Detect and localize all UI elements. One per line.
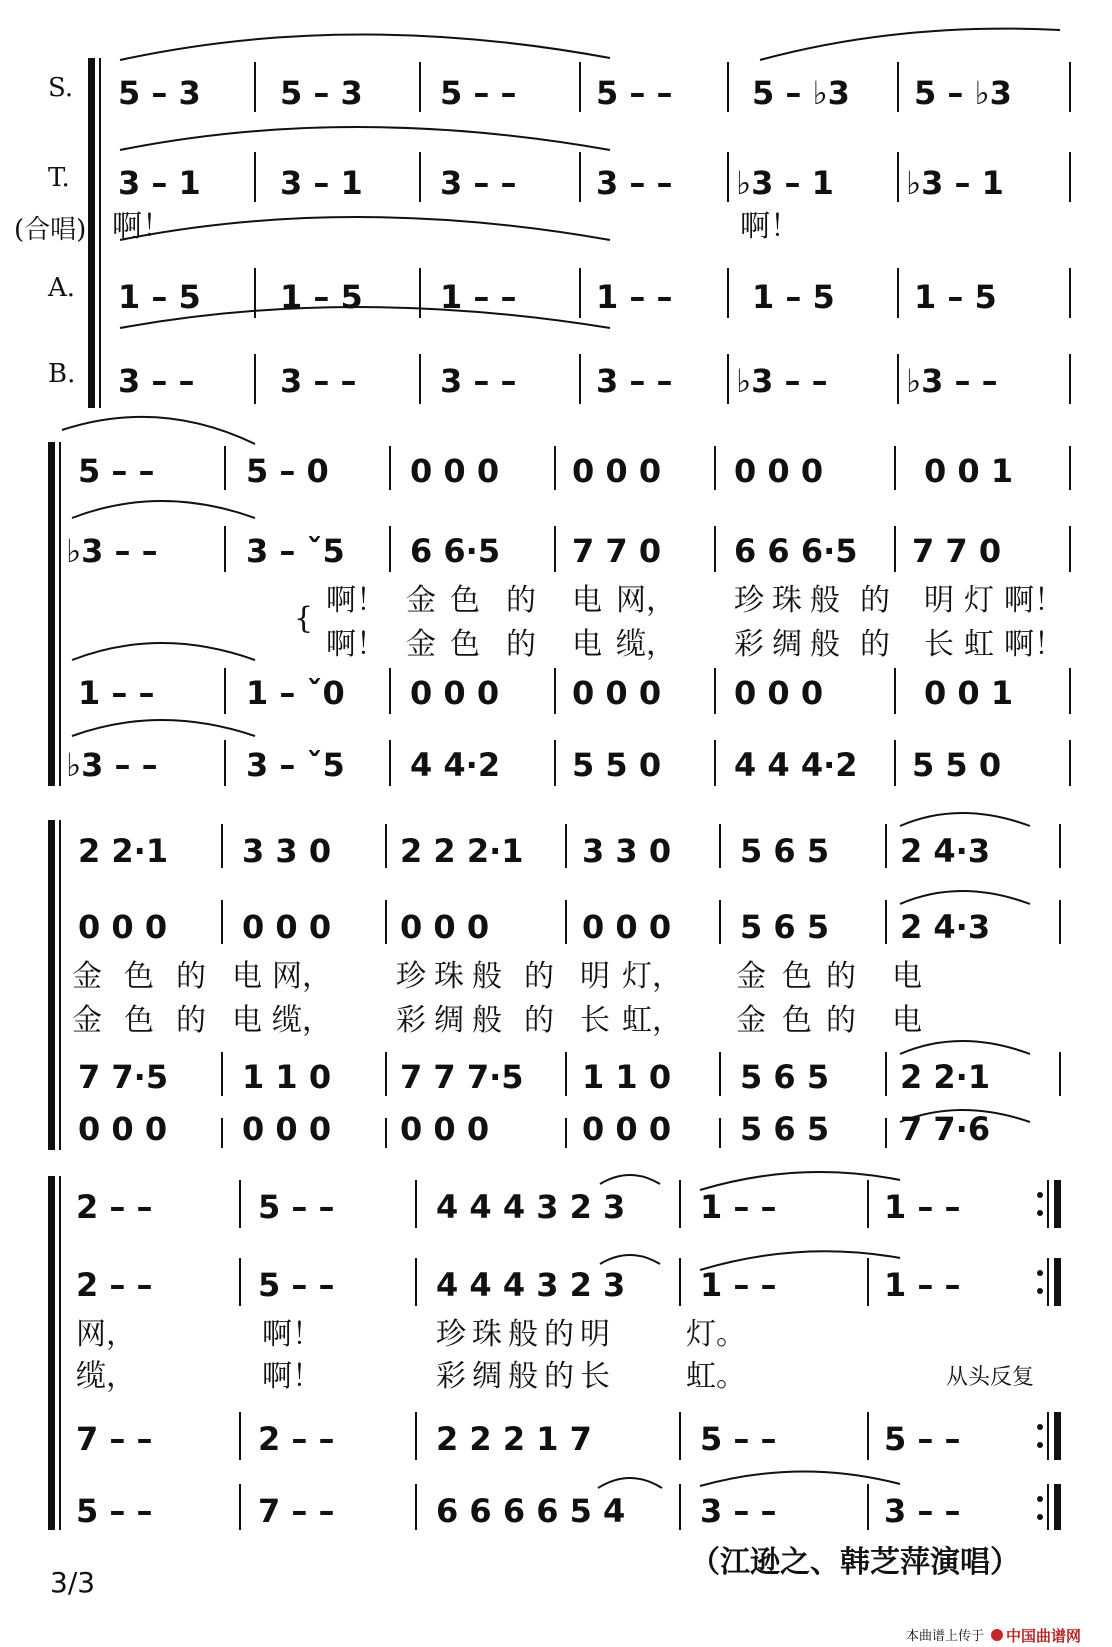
- measure: 0 0 0: [734, 674, 824, 712]
- measure: 3 – 1: [280, 164, 363, 202]
- tenor-row: [66, 532, 1001, 570]
- measure: 3 – –: [596, 164, 673, 202]
- measure: 0 0 0: [572, 452, 662, 490]
- lyric: 啊！: [1004, 627, 1064, 662]
- measure: 3 – –: [596, 362, 673, 400]
- lyric: 啊！: [112, 209, 172, 244]
- measure: 1 – 5: [752, 278, 835, 316]
- lyric: 般: [508, 1359, 538, 1394]
- measure: 7 – –: [76, 1420, 153, 1458]
- lyric: 珍: [436, 1317, 466, 1352]
- bass-row: [76, 1492, 961, 1530]
- lyric: 般: [810, 627, 840, 662]
- bass-row: [78, 1110, 990, 1148]
- measure: 1 – 5: [280, 278, 363, 316]
- lyric: 电: [892, 1003, 922, 1038]
- lyric: 啊！: [326, 583, 386, 618]
- lyric: 网，: [76, 1317, 136, 1352]
- measure: 3 – –: [118, 362, 195, 400]
- measure: 1 1 0: [582, 1058, 672, 1096]
- footer-site-link[interactable]: 中国曲谱网: [1006, 1627, 1082, 1645]
- bass-row: [118, 362, 998, 400]
- measure: 4 4 4·2: [734, 746, 858, 784]
- lyric: 色: [782, 959, 812, 994]
- lyric: 啊！: [262, 1317, 322, 1352]
- lyric: 明: [580, 1317, 610, 1352]
- footer-upload-text: 本曲谱上传于: [906, 1629, 985, 1644]
- measure: 3 – –: [440, 164, 517, 202]
- measure: ♭3 – –: [66, 532, 158, 570]
- measure: 5 6 5: [740, 832, 830, 870]
- measure: 0 0 0: [572, 674, 662, 712]
- lyric: 的: [524, 959, 554, 994]
- lyric: 缆，: [76, 1359, 136, 1394]
- measure: 3 – 1: [118, 164, 201, 202]
- measure: 5 – –: [78, 452, 155, 490]
- voice-label-soprano: S.: [48, 73, 74, 103]
- measure: 3 3 0: [582, 832, 672, 870]
- lyric: 长: [924, 627, 954, 662]
- lyric: 绸: [434, 1003, 464, 1038]
- measure: 0 0 0: [582, 908, 672, 946]
- measure: 1 – –: [884, 1266, 961, 1304]
- measure: 1 1 0: [242, 1058, 332, 1096]
- lyric: 的: [506, 583, 536, 618]
- measure: 5 – ♭3: [752, 74, 850, 112]
- lyric: 金: [736, 959, 766, 994]
- measure: 5 6 5: [740, 908, 830, 946]
- lyric: 彩: [436, 1359, 466, 1394]
- measure: 1 – 5: [914, 278, 997, 316]
- measure: 5 – 3: [118, 74, 201, 112]
- measure: 0 0 1: [924, 452, 1014, 490]
- measure: 7 7 0: [912, 532, 1002, 570]
- measure: 2 4·3: [900, 908, 991, 946]
- lyric: 珍: [396, 959, 426, 994]
- lyric-line-2: [72, 1003, 922, 1038]
- voice-label-tenor: T.: [48, 163, 70, 193]
- barlines: [255, 62, 1070, 404]
- measure: 5 5 0: [572, 746, 662, 784]
- page-number: 3/3: [50, 1566, 96, 1599]
- lyric: 缆，: [616, 627, 676, 662]
- lyric: 的: [176, 1003, 206, 1038]
- measure: 6 6 6·5: [734, 532, 858, 570]
- verse-brace: {: [294, 601, 314, 636]
- measure: 7 7·5: [78, 1058, 169, 1096]
- measure: 3 – –: [280, 362, 357, 400]
- system-2: [48, 417, 1070, 786]
- soprano-row: [78, 832, 990, 870]
- lyric: 啊！: [1004, 583, 1064, 618]
- measure: 3 – ˇ5: [246, 532, 345, 570]
- lyric: 色: [450, 627, 480, 662]
- measure: 1 – –: [596, 278, 673, 316]
- lyric: 的: [544, 1317, 574, 1352]
- lyric: 色: [124, 959, 154, 994]
- lyric: 网，: [616, 583, 676, 618]
- measure: 1 – –: [884, 1188, 961, 1226]
- voice-label-alto: A.: [48, 273, 76, 303]
- measure: 1 – –: [700, 1188, 777, 1226]
- measure: ♭3 – –: [906, 362, 998, 400]
- measure: 7 7 7·5: [400, 1058, 524, 1096]
- system-4: [48, 1172, 1061, 1530]
- measure: 0 0 0: [78, 1110, 168, 1148]
- lyric: 金: [406, 583, 436, 618]
- lyric: 色: [782, 1003, 812, 1038]
- lyric: 彩: [396, 1003, 426, 1038]
- lyric: 啊！: [262, 1359, 322, 1394]
- measure: 0 0 0: [242, 1110, 332, 1148]
- barlines: [240, 1180, 868, 1530]
- lyric: 灯，: [622, 959, 682, 994]
- lyric-line-2: [326, 627, 1064, 662]
- repeat-barlines: [1037, 1180, 1061, 1530]
- measure: 5 – –: [258, 1266, 335, 1304]
- measure: 4 4·2: [410, 746, 501, 784]
- lyric: 灯。: [686, 1317, 746, 1352]
- lyric: 电: [232, 1003, 262, 1038]
- measure: 2 – –: [76, 1188, 153, 1226]
- lyric: 的: [176, 959, 206, 994]
- measure: 5 – 3: [280, 74, 363, 112]
- lyric: 的: [524, 1003, 554, 1038]
- voice-label-chorus: (合唱): [14, 215, 87, 245]
- measure: 5 5 0: [912, 746, 1002, 784]
- soprano-row: [76, 1188, 961, 1226]
- measure: 7 7 0: [572, 532, 662, 570]
- voice-label-bass: B.: [48, 359, 76, 389]
- site-logo-icon: [991, 1629, 1003, 1641]
- lyric-line-1: [76, 1317, 746, 1352]
- lyric-line-1: [326, 583, 1064, 618]
- system-bracket: [48, 820, 55, 1150]
- system-3: [48, 813, 1060, 1150]
- lyric: 绸: [772, 627, 802, 662]
- lyric: 长: [580, 1003, 610, 1038]
- system-bracket: [48, 442, 55, 786]
- lyric: 网，: [272, 959, 332, 994]
- measure: 0 0 0: [734, 452, 824, 490]
- lyric: 色: [124, 1003, 154, 1038]
- soprano-row: [118, 74, 1012, 112]
- lyric: 虹，: [622, 1003, 682, 1038]
- measure: ♭3 – –: [736, 362, 828, 400]
- measure: ♭3 – 1: [736, 164, 834, 202]
- system-bracket: [48, 1176, 55, 1530]
- measure: 0 0 1: [924, 674, 1014, 712]
- soprano-row: [78, 452, 1013, 490]
- lyric: 的: [860, 583, 890, 618]
- measure: ♭3 – 1: [906, 164, 1004, 202]
- lyric: 珠: [434, 959, 464, 994]
- measure: 7 7·6: [900, 1110, 991, 1148]
- lyric: 的: [826, 1003, 856, 1038]
- measure: 1 – –: [700, 1266, 777, 1304]
- measure: 3 – ˇ5: [246, 746, 345, 784]
- measure: 0 0 0: [400, 1110, 490, 1148]
- measure: 3 3 0: [242, 832, 332, 870]
- alto-row: [78, 674, 1013, 712]
- lyric: 虹。: [686, 1359, 746, 1394]
- measure: 5 6 5: [740, 1110, 830, 1148]
- measure: 2 2·1: [900, 1058, 991, 1096]
- measure: 5 – –: [76, 1492, 153, 1530]
- measure: 6 6·5: [410, 532, 501, 570]
- lyric: 珠: [472, 1317, 502, 1352]
- lyric: 啊！: [740, 209, 800, 244]
- alto-row: [78, 1058, 990, 1096]
- measure: 5 – –: [440, 74, 517, 112]
- lyric: 般: [472, 959, 502, 994]
- measure: 2 2 2 1 7: [436, 1420, 592, 1458]
- lyric: 般: [472, 1003, 502, 1038]
- measure: 1 – –: [78, 674, 155, 712]
- tenor-row: [76, 1266, 961, 1304]
- lyric: 般: [810, 583, 840, 618]
- lyric-line-2: [76, 1359, 746, 1394]
- measure: 5 – 0: [246, 452, 329, 490]
- measure: 4 4 4 3 2 3: [436, 1266, 626, 1304]
- measure: 4 4 4 3 2 3: [436, 1188, 626, 1226]
- lyric: 金: [406, 627, 436, 662]
- lyric: 色: [450, 583, 480, 618]
- measure: 5 – –: [258, 1188, 335, 1226]
- measure: 2 – –: [258, 1420, 335, 1458]
- system-1: [14, 29, 1070, 408]
- measure: 0 0 0: [400, 908, 490, 946]
- measure: 2 2 2·1: [400, 832, 524, 870]
- lyric: 金: [72, 1003, 102, 1038]
- measure: 5 6 5: [740, 1058, 830, 1096]
- lyric: 的: [506, 627, 536, 662]
- measure: 7 – –: [258, 1492, 335, 1530]
- measure: 6 6 6 6 5 4: [436, 1492, 626, 1530]
- measure: 0 0 0: [582, 1110, 672, 1148]
- measure: 5 – ♭3: [914, 74, 1012, 112]
- measure: 0 0 0: [242, 908, 332, 946]
- lyric: 长: [580, 1359, 610, 1394]
- lyric: 缆，: [272, 1003, 332, 1038]
- measure: 0 0 0: [410, 674, 500, 712]
- lyric: 珠: [772, 583, 802, 618]
- measure: 0 0 0: [78, 908, 168, 946]
- lyric: 电: [892, 959, 922, 994]
- tenor-row: [78, 908, 990, 946]
- tenor-row: [118, 164, 1004, 202]
- lyric: 灯: [964, 583, 994, 618]
- measure: 5 – –: [596, 74, 673, 112]
- system-bracket: [88, 58, 95, 408]
- lyric: 虹: [964, 627, 994, 662]
- lyric-line-1: [72, 959, 922, 994]
- measure: 5 – –: [700, 1420, 777, 1458]
- lyric: 啊！: [326, 627, 386, 662]
- lyric: 明: [580, 959, 610, 994]
- measure: 1 – ˇ0: [246, 674, 345, 712]
- lyric: 的: [826, 959, 856, 994]
- lyric: 绸: [472, 1359, 502, 1394]
- lyric: 金: [72, 959, 102, 994]
- measure: 3 – –: [884, 1492, 961, 1530]
- lyric: 的: [544, 1359, 574, 1394]
- lyric: 金: [736, 1003, 766, 1038]
- measure: 2 – –: [76, 1266, 153, 1304]
- lyric: 珍: [734, 583, 764, 618]
- lyric: 电: [572, 627, 602, 662]
- measure: ♭3 – –: [66, 746, 158, 784]
- performers-credit: （江逊之、韩芝萍演唱）: [690, 1545, 1020, 1580]
- lyric: 彩: [734, 627, 764, 662]
- measure: 0 0 0: [410, 452, 500, 490]
- measure: 3 – –: [700, 1492, 777, 1530]
- repeat-instruction: 从头反复: [946, 1365, 1035, 1390]
- alto-row: [76, 1420, 961, 1458]
- lyric: 电: [232, 959, 262, 994]
- lyric: 电: [572, 583, 602, 618]
- measure: 3 – –: [440, 362, 517, 400]
- measure: 2 2·1: [78, 832, 169, 870]
- measure: 1 – 5: [118, 278, 201, 316]
- measure: 5 – –: [884, 1420, 961, 1458]
- lyric: 明: [924, 583, 954, 618]
- measure: 2 4·3: [900, 832, 991, 870]
- measure: 1 – –: [440, 278, 517, 316]
- lyric: 般: [508, 1317, 538, 1352]
- lyric: 的: [860, 627, 890, 662]
- bass-row: [66, 746, 1001, 784]
